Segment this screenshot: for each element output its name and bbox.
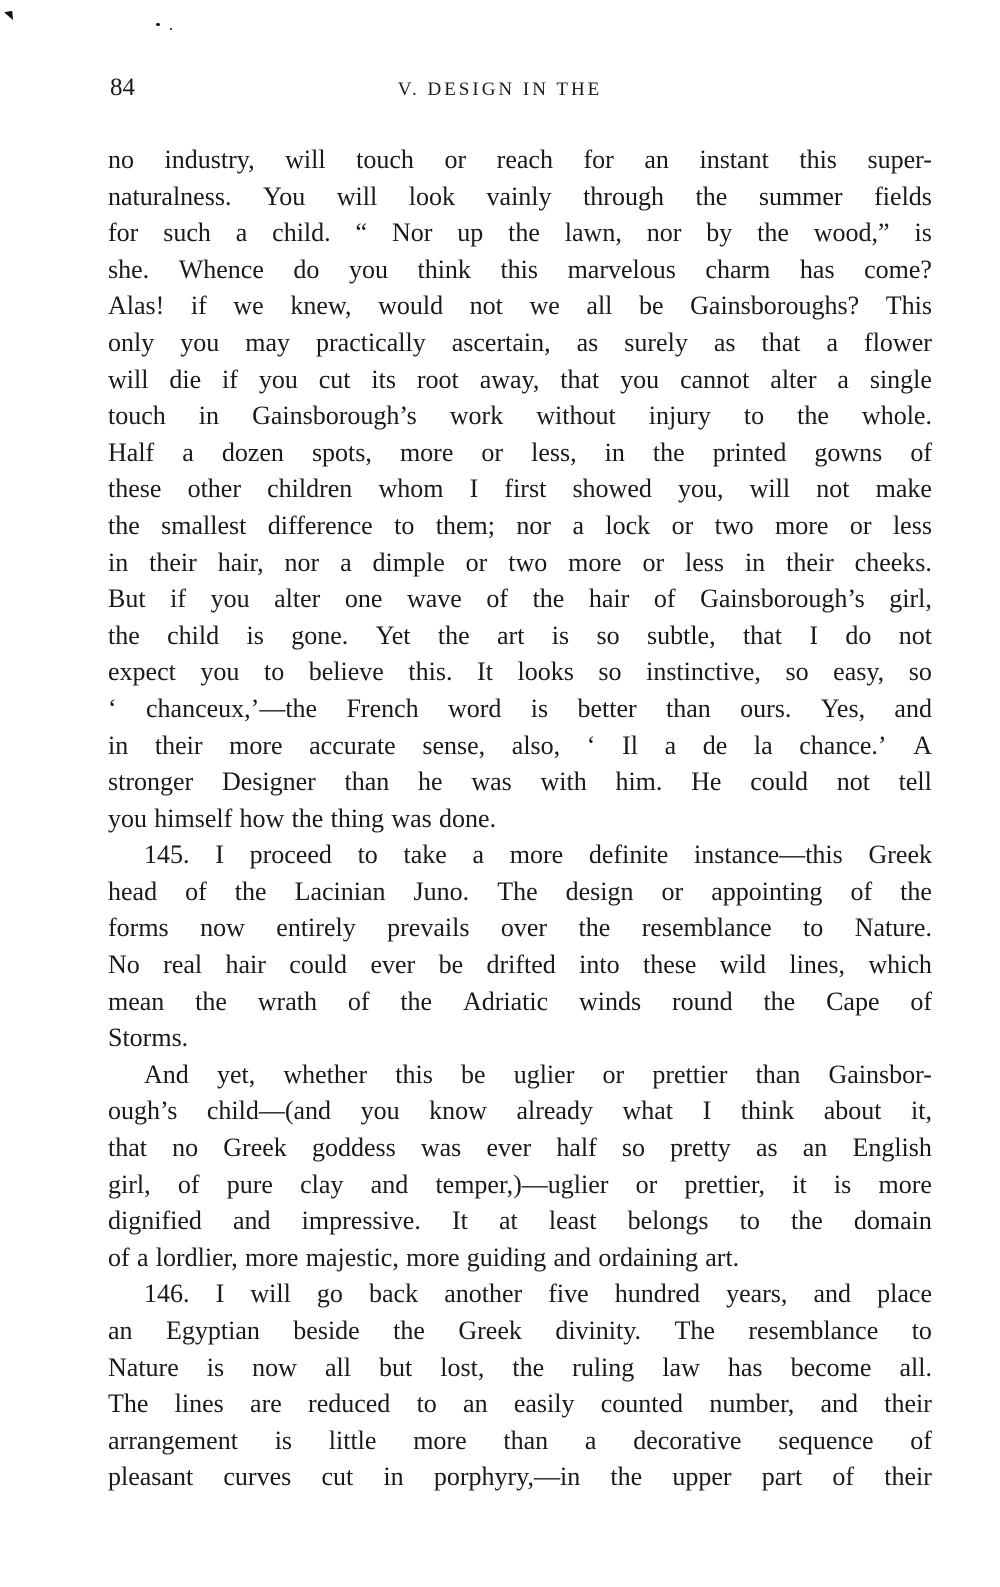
text-line: The lines are reduced to an easily counted number, and their bbox=[108, 1389, 932, 1419]
text-line: arrangement is little more than a decorative sequence of bbox=[108, 1425, 932, 1455]
text-line: that no Greek goddess was ever half so pretty as an English bbox=[108, 1133, 932, 1163]
text-line: will die if you cut its root away, that you cannot alter a single bbox=[108, 364, 932, 394]
text-line: expect you to believe this. It looks so instinctive, so easy, so bbox=[108, 657, 932, 687]
text-line: girl, of pure clay and temper,)—uglier or prettier, it is more bbox=[108, 1169, 932, 1199]
body-text bbox=[108, 142, 932, 1496]
text-line: of a lordlier, more majestic, more guiding and ordaining art. bbox=[108, 1242, 740, 1272]
text-line: dignified and impressive. It at least belongs to the domain bbox=[108, 1206, 932, 1236]
text-line: 146. I will go back another five hundred years, and place bbox=[144, 1279, 932, 1309]
text-line: the child is gone. Yet the art is so subtle, that I do not bbox=[108, 620, 932, 650]
text-line: touch in Gainsborough’s work without injury to the whole. bbox=[108, 401, 932, 431]
text-line: head of the Lacinian Juno. The design or appointing of the bbox=[108, 876, 932, 906]
text-line: in their hair, nor a dimple or two more or less in their cheeks. bbox=[108, 547, 932, 577]
text-line: the smallest difference to them; nor a lock or two more or less bbox=[108, 510, 932, 540]
ink-speck bbox=[156, 23, 160, 26]
text-line: ‘ chanceux,’—the French word is better than ours. Yes, and bbox=[108, 693, 932, 723]
text-line: 145. I proceed to take a more definite instance—this Greek bbox=[144, 840, 932, 870]
text-line: stronger Designer than he was with him. He could not tell bbox=[108, 767, 932, 797]
text-line: an Egyptian beside the Greek divinity. The resemblance to bbox=[108, 1316, 932, 1345]
text-line: But if you alter one wave of the hair of Gainsborough’s girl, bbox=[108, 584, 932, 614]
text-line: ough’s child—(and you know already what I think about it, bbox=[108, 1096, 932, 1126]
text-line: naturalness. You will look vainly through the summer fields bbox=[108, 181, 932, 211]
text-line: she. Whence do you think this marvelous charm has come? bbox=[108, 254, 932, 284]
text-line: only you may practically ascertain, as surely as that a flower bbox=[108, 327, 932, 357]
text-line: No real hair could ever be drifted into these wild lines, which bbox=[108, 950, 932, 980]
ink-speck bbox=[170, 28, 172, 30]
ink-speck bbox=[4, 9, 16, 22]
text-line: these other children whom I first showed you, will not make bbox=[108, 474, 932, 504]
running-head: V. DESIGN IN THE bbox=[397, 79, 603, 100]
text-line: And yet, whether this be uglier or prettier than Gainsbor- bbox=[144, 1059, 932, 1089]
text-line: Alas! if we knew, would not we all be Gainsboroughs? This bbox=[108, 291, 932, 321]
text-line: Half a dozen spots, more or less, in the printed gowns of bbox=[108, 437, 932, 467]
text-line: mean the wrath of the Adriatic winds round the Cape of bbox=[108, 986, 932, 1016]
text-line: for such a child. “ Nor up the lawn, nor by the wood,” is bbox=[108, 218, 932, 248]
text-line: pleasant curves cut in porphyry,—in the upper part of their bbox=[108, 1462, 932, 1492]
text-line: you himself how the thing was done. bbox=[108, 803, 497, 833]
page-number: 84 bbox=[110, 74, 135, 101]
text-line: forms now entirely prevails over the resemblance to Nature. bbox=[108, 913, 932, 943]
text-line: Storms. bbox=[108, 1023, 189, 1053]
text-line: in their more accurate sense, also, ‘ Il a de la chance.’ A bbox=[108, 730, 932, 760]
text-line: no industry, will touch or reach for an instant this super- bbox=[108, 145, 932, 174]
text-line: Nature is now all but lost, the ruling law has become all. bbox=[108, 1352, 932, 1382]
